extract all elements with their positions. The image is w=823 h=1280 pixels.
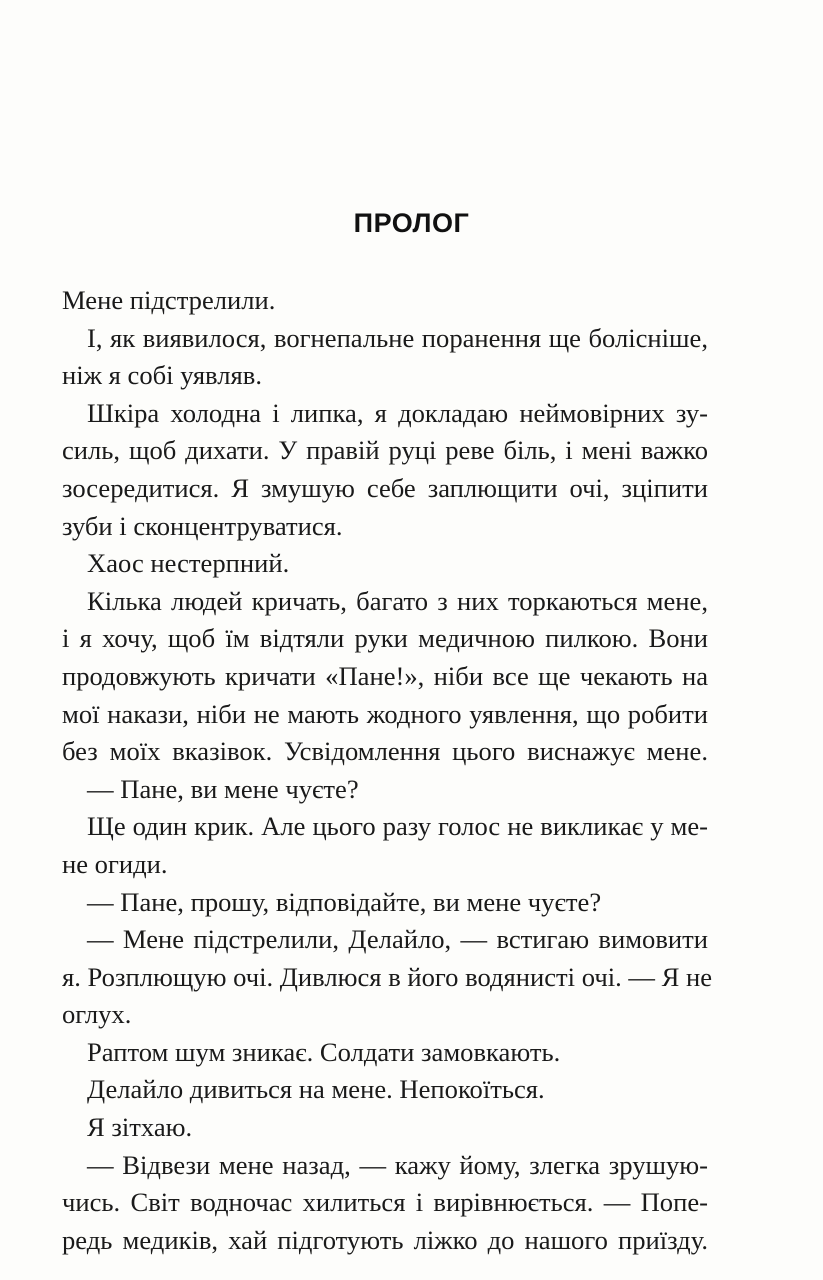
text-line: я. Розплющую очі. Дивлюся в його водянисті очі. — Я не <box>62 961 713 992</box>
text-line: — Відвези мене назад, — кажу йому, злегка зрушую- <box>87 1149 708 1180</box>
text-line: Ще один крик. Але цього разу голос не викликає у ме- <box>87 811 708 842</box>
text-line: редь медиків, хай підготують ліжко до нашого приїзду. <box>62 1224 708 1255</box>
text-line: — Пане, ви мене чуєте? <box>87 773 359 804</box>
text-line: Шкіра холодна і липка, я докладаю неймовірних зу- <box>87 397 708 428</box>
text-line: Кілька людей кричать, багато з них торкаються мене, <box>87 585 708 616</box>
text-line: Делайло дивиться на мене. Непокоїться. <box>87 1074 545 1105</box>
text-line: зуби і сконцентруватися. <box>62 510 343 541</box>
text-line: силь, щоб дихати. У правій руці реве біль, і мені важко <box>62 435 708 466</box>
text-line: зосередитися. Я змушую себе заплющити очі, зціпити <box>62 472 708 503</box>
text-line: — Пане, прошу, відповідайте, ви мене чуєте? <box>87 886 602 917</box>
text-line: — Мене підстрелили, Делайло, — встигаю вимовити <box>87 924 708 955</box>
text-line: і я хочу, щоб їм відтяли руки медичною пилкою. Вони <box>62 623 708 654</box>
text-line: чись. Світ водночас хилиться і вирівнюється. — Попе- <box>62 1187 708 1218</box>
text-line: ніж я собі уявляв. <box>62 360 262 391</box>
text-line: не огиди. <box>62 848 168 879</box>
text-line: мої накази, ніби не мають жодного уявлення, що робити <box>62 698 708 729</box>
text-line: без моїх вказівок. Усвідомлення цього виснажує мене. <box>62 736 708 767</box>
chapter-title: ПРОЛОГ <box>353 208 470 238</box>
text-line: оглух. <box>62 999 132 1030</box>
text-line: Хаос нестерпний. <box>87 548 290 579</box>
text-line: продовжують кричати «Пане!», ніби все ще чекають на <box>62 660 708 691</box>
text-line: Я зітхаю. <box>87 1112 193 1143</box>
text-line: Мене підстрелили. <box>62 285 276 315</box>
text-line: І, як виявилося, вогнепальне поранення ще болісніше, <box>87 322 708 353</box>
prologue-text <box>62 282 713 1259</box>
text-line: Раптом шум зникає. Солдати замовкають. <box>87 1036 561 1067</box>
